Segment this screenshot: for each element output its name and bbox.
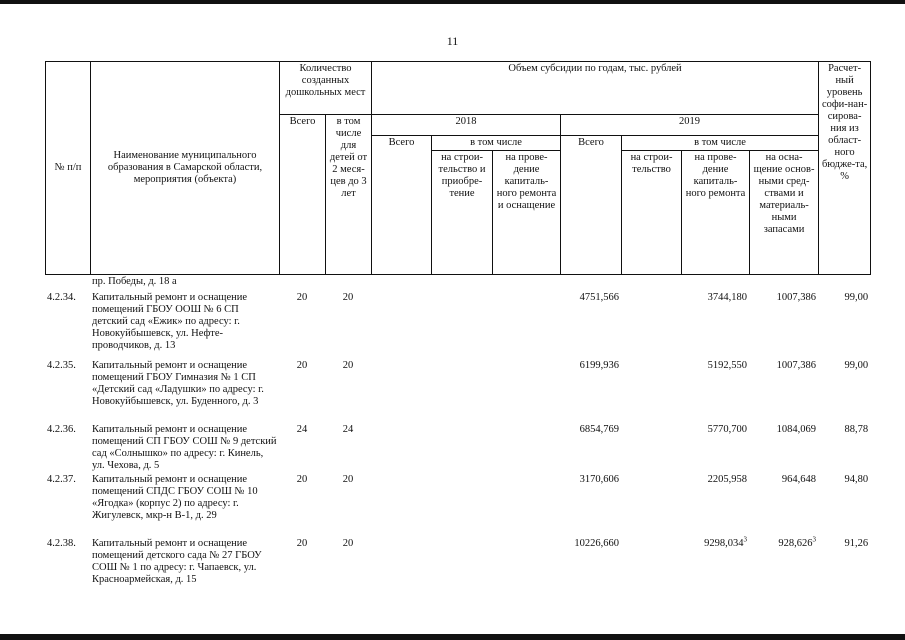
row-number <box>45 538 90 604</box>
row-total-places-value: 20 <box>296 360 308 371</box>
row-level <box>818 538 870 604</box>
row-name-value: Капитальный ремонт и оснащение помещений ГБОУ Гимназия № 1 СП «Детский сад «Ладушки» по адресу: г. Новокуйбышевск, ул. Буденного, д. 3 <box>92 360 264 407</box>
row-repair-2019-value: 2205,958 <box>707 474 747 485</box>
row-name <box>90 292 279 360</box>
row-total-2019 <box>560 424 621 474</box>
row-total-2019-value: 4751,566 <box>579 292 619 303</box>
row-under3-places <box>325 292 371 360</box>
row-under3-places-value: 20 <box>342 360 354 371</box>
row-name-value: Капитальный ремонт и оснащение помещений СПДС ГБОУ СОШ № 10 «Ягодка» (корпус 2) по адресу: г. Жигулевск, мкр-н В-1, д. 29 <box>92 474 258 521</box>
row-repair-2019 <box>681 360 749 424</box>
row-construction-2019 <box>621 424 681 474</box>
row-equipment-2019-value: 928,626 <box>778 538 813 549</box>
row-equipment-2019 <box>749 292 818 360</box>
row-under3-places <box>325 538 371 604</box>
row-total-2019-value: 6854,769 <box>579 424 619 435</box>
row-construction-2018 <box>431 360 492 424</box>
top-border <box>0 0 905 4</box>
row-total-places <box>279 292 325 360</box>
row-under3-places <box>325 360 371 424</box>
row-name-value: Капитальный ремонт и оснащение помещений ГБОУ ООШ № 6 СП детский сад «Ежик» по адресу: г. Новокуйбышевск, ул. Нефте-проводчиков, д. 13 <box>92 292 248 351</box>
row-repair-2018 <box>492 292 560 360</box>
row-level-value: 88,78 <box>844 424 869 435</box>
table-row <box>45 360 870 424</box>
row-level-value: 99,00 <box>844 360 869 371</box>
row-total-places <box>279 424 325 474</box>
row-total-2019 <box>560 474 621 538</box>
row-total-places-value: 24 <box>296 424 308 435</box>
row-level-value: 99,00 <box>844 292 869 303</box>
row-number-value: 4.2.37. <box>47 474 76 485</box>
row-number-value: 4.2.38. <box>47 538 76 549</box>
row-repair-2019-value: 3744,180 <box>707 292 747 303</box>
row-repair-2018 <box>492 360 560 424</box>
header-2018-repair: на прове-дение капиталь-ного ремонта и оснащение <box>493 151 561 275</box>
footnote-mark: 3 <box>812 535 816 544</box>
row-repair-2019 <box>681 424 749 474</box>
row-total-2018 <box>371 292 431 360</box>
row-under3-places-value: 24 <box>342 424 354 435</box>
row-total-places-value: 20 <box>296 538 308 549</box>
row-under3-places-value: 20 <box>342 292 354 303</box>
row-repair-2019 <box>681 474 749 538</box>
row-total-places <box>279 360 325 424</box>
row-total-places-value: 20 <box>296 292 308 303</box>
row-equipment-2019-value: 1007,386 <box>776 292 816 303</box>
row-equipment-2019-value: 1084,069 <box>776 424 816 435</box>
header-places-under3: в том числе для детей от 2 меся-цев до 3 лет <box>326 115 372 275</box>
row-name <box>90 424 279 474</box>
header-col-places: Количество созданных дошкольных мест <box>280 62 372 115</box>
row-name <box>90 474 279 538</box>
header-incl-2019: в том числе <box>622 136 819 151</box>
row-repair-2019-value: 5770,700 <box>707 424 747 435</box>
row-repair-2019 <box>681 292 749 360</box>
row-under3-places-value: 20 <box>342 474 354 485</box>
row-level <box>818 474 870 538</box>
row-level-value: 91,26 <box>844 538 869 549</box>
row-construction-2018 <box>431 474 492 538</box>
row-construction-2018 <box>431 424 492 474</box>
row-repair-2018 <box>492 474 560 538</box>
row-total-places-value: 20 <box>296 474 308 485</box>
row-total-2019 <box>560 292 621 360</box>
row-repair-2019-value: 5192,550 <box>707 360 747 371</box>
row-number-value: 4.2.34. <box>47 292 76 303</box>
row-number <box>45 474 90 538</box>
row-level <box>818 360 870 424</box>
row-equipment-2019 <box>749 535 818 604</box>
row-total-2019-value: 6199,936 <box>579 360 619 371</box>
row-level <box>818 292 870 360</box>
row-repair-2019-value: 9298,034 <box>704 538 744 549</box>
row-number-value: 4.2.35. <box>47 360 76 371</box>
row-total-2018 <box>371 360 431 424</box>
row-total-2018 <box>371 474 431 538</box>
row-total-2019-value: 3170,606 <box>579 474 619 485</box>
row-under3-places <box>325 474 371 538</box>
row-equipment-2019 <box>749 424 818 474</box>
row-construction-2019 <box>621 538 681 604</box>
bottom-border <box>0 634 905 640</box>
table-row <box>45 474 870 538</box>
row-name-value: Капитальный ремонт и оснащение помещений детского сада № 27 ГБОУ СОШ № 1 по адресу: г. Чапаевск, ул. Красноармейская, д. 15 <box>92 538 262 585</box>
header-2019-equipment: на осна-щение основ-ными сред-ствами и материаль-ными запасами <box>750 151 819 275</box>
row-total-2019 <box>560 360 621 424</box>
header-total-2018: Всего <box>372 136 432 275</box>
row-construction-2019 <box>621 360 681 424</box>
row-total-places <box>279 474 325 538</box>
table-header <box>45 61 871 275</box>
row-equipment-2019 <box>749 474 818 538</box>
header-2019-construction: на строи-тельство <box>622 151 682 275</box>
header-col-name: Наименование муниципального образования в Самарской области, мероприятия (объекта) <box>91 62 280 275</box>
header-2018-construction: на строи-тельство и приобре-тение <box>432 151 493 275</box>
row-construction-2019 <box>621 474 681 538</box>
row-construction-2019 <box>621 292 681 360</box>
row-level <box>818 424 870 474</box>
header-2019-repair: на прове-дение капиталь-ного ремонта <box>682 151 750 275</box>
page-number: 11 <box>446 34 459 48</box>
row-under3-places <box>325 424 371 474</box>
row-equipment-2019-value: 964,648 <box>781 474 816 485</box>
header-total-2019: Всего <box>561 136 622 275</box>
header-year-2018: 2018 <box>372 115 561 136</box>
table-body <box>45 276 870 604</box>
row-total-2018 <box>371 538 431 604</box>
row-number <box>45 424 90 474</box>
table-row <box>45 538 870 604</box>
row-under3-places-value: 20 <box>342 538 354 549</box>
row-equipment-2019 <box>749 360 818 424</box>
header-col-subsidy: Объем субсидии по годам, тыс. рублей <box>372 62 819 115</box>
row-level-value: 94,80 <box>844 474 869 485</box>
row-name <box>90 360 279 424</box>
header-places-total: Всего <box>280 115 326 275</box>
row-total-places <box>279 538 325 604</box>
carryover-text: пр. Победы, д. 18 а <box>92 276 177 287</box>
header-col-number: № п/п <box>46 62 91 275</box>
row-total-2019 <box>560 538 621 604</box>
table-row <box>45 424 870 474</box>
header-year-2019: 2019 <box>561 115 819 136</box>
row-name-value: Капитальный ремонт и оснащение помещений СП ГБОУ СОШ № 9 детский сад «Солнышко» по адресу: г. Кинель, ул. Чехова, д. 5 <box>92 424 277 471</box>
row-number-value: 4.2.36. <box>47 424 76 435</box>
row-repair-2018 <box>492 538 560 604</box>
row-construction-2018 <box>431 292 492 360</box>
row-number <box>45 360 90 424</box>
row-number <box>45 292 90 360</box>
row-repair-2019 <box>681 535 749 604</box>
row-equipment-2019-value: 1007,386 <box>776 360 816 371</box>
row-total-2018 <box>371 424 431 474</box>
row-total-2019-value: 10226,660 <box>574 538 619 549</box>
table-row <box>45 292 870 360</box>
row-name <box>90 538 279 604</box>
header-col-level: Расчет-ный уровень софи-нан-сирова-ния из област-ного бюдже-та, % <box>819 62 871 275</box>
header-incl-2018: в том числе <box>432 136 561 151</box>
row-repair-2018 <box>492 424 560 474</box>
footnote-mark: 3 <box>743 535 747 544</box>
row-construction-2018 <box>431 538 492 604</box>
